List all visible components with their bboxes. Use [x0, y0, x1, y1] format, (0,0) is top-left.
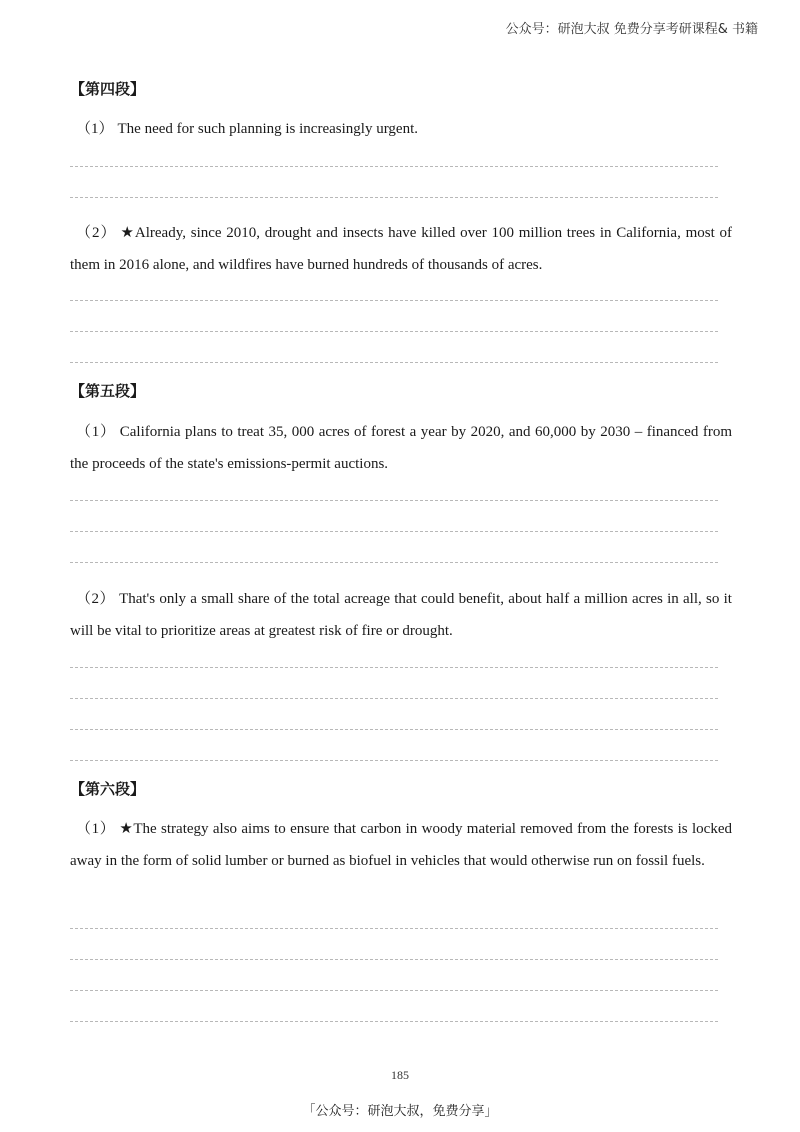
paragraph-5-1	[70, 416, 732, 480]
item-number: （2）	[76, 591, 116, 607]
item-text: ★Already, since 2010, drought and insects have killed over 100 million trees in California, most of them in 2016 alone, and wildfires have burned hundreds of thousands of acres.	[70, 225, 732, 273]
answer-line	[70, 729, 718, 730]
answer-line	[70, 362, 718, 363]
answer-line	[70, 959, 718, 960]
section-title-4: 【第四段】	[70, 80, 146, 98]
answer-line	[70, 667, 718, 668]
item-number: （2）	[76, 225, 117, 241]
answer-line	[70, 928, 718, 929]
paragraph-5-2	[70, 583, 732, 647]
paragraph-4-1	[70, 113, 732, 145]
item-text: That's only a small share of the total acreage that could benefit, about half a million acres in all, so it will be vital to prioritize areas at greatest risk of fire or drought.	[70, 591, 732, 639]
answer-line	[70, 760, 718, 761]
answer-line	[70, 531, 718, 532]
answer-line	[70, 562, 718, 563]
item-text: The need for such planning is increasingly urgent.	[117, 121, 418, 137]
section-title-6: 【第六段】	[70, 780, 146, 798]
answer-line	[70, 1021, 718, 1022]
answer-line	[70, 166, 718, 167]
answer-line	[70, 500, 718, 501]
item-number: （1）	[76, 821, 116, 837]
footer-note: 「公众号：研泡大叔，免费分享」	[302, 1104, 498, 1119]
answer-line	[70, 300, 718, 301]
section-title-5: 【第五段】	[70, 382, 146, 400]
answer-line	[70, 698, 718, 699]
item-number: （1）	[76, 424, 116, 440]
answer-line	[70, 197, 718, 198]
paragraph-4-2	[70, 217, 732, 281]
item-text: ★The strategy also aims to ensure that carbon in woody material removed from the forests is locked away in the form of solid lumber or burned as biofuel in vehicles that would otherwise run on fossil fuels.	[70, 821, 732, 869]
page-number: 185	[391, 1068, 409, 1082]
answer-line	[70, 990, 718, 991]
item-number: （1）	[76, 121, 114, 137]
item-text: California plans to treat 35, 000 acres of forest a year by 2020, and 60,000 by 2030 – financed from the proceeds of the state's emissions-permit auctions.	[70, 424, 732, 472]
header-note: 公众号：研泡大叔 免费分享考研课程& 书籍	[505, 22, 758, 37]
answer-line	[70, 331, 718, 332]
paragraph-6-1	[70, 813, 732, 877]
